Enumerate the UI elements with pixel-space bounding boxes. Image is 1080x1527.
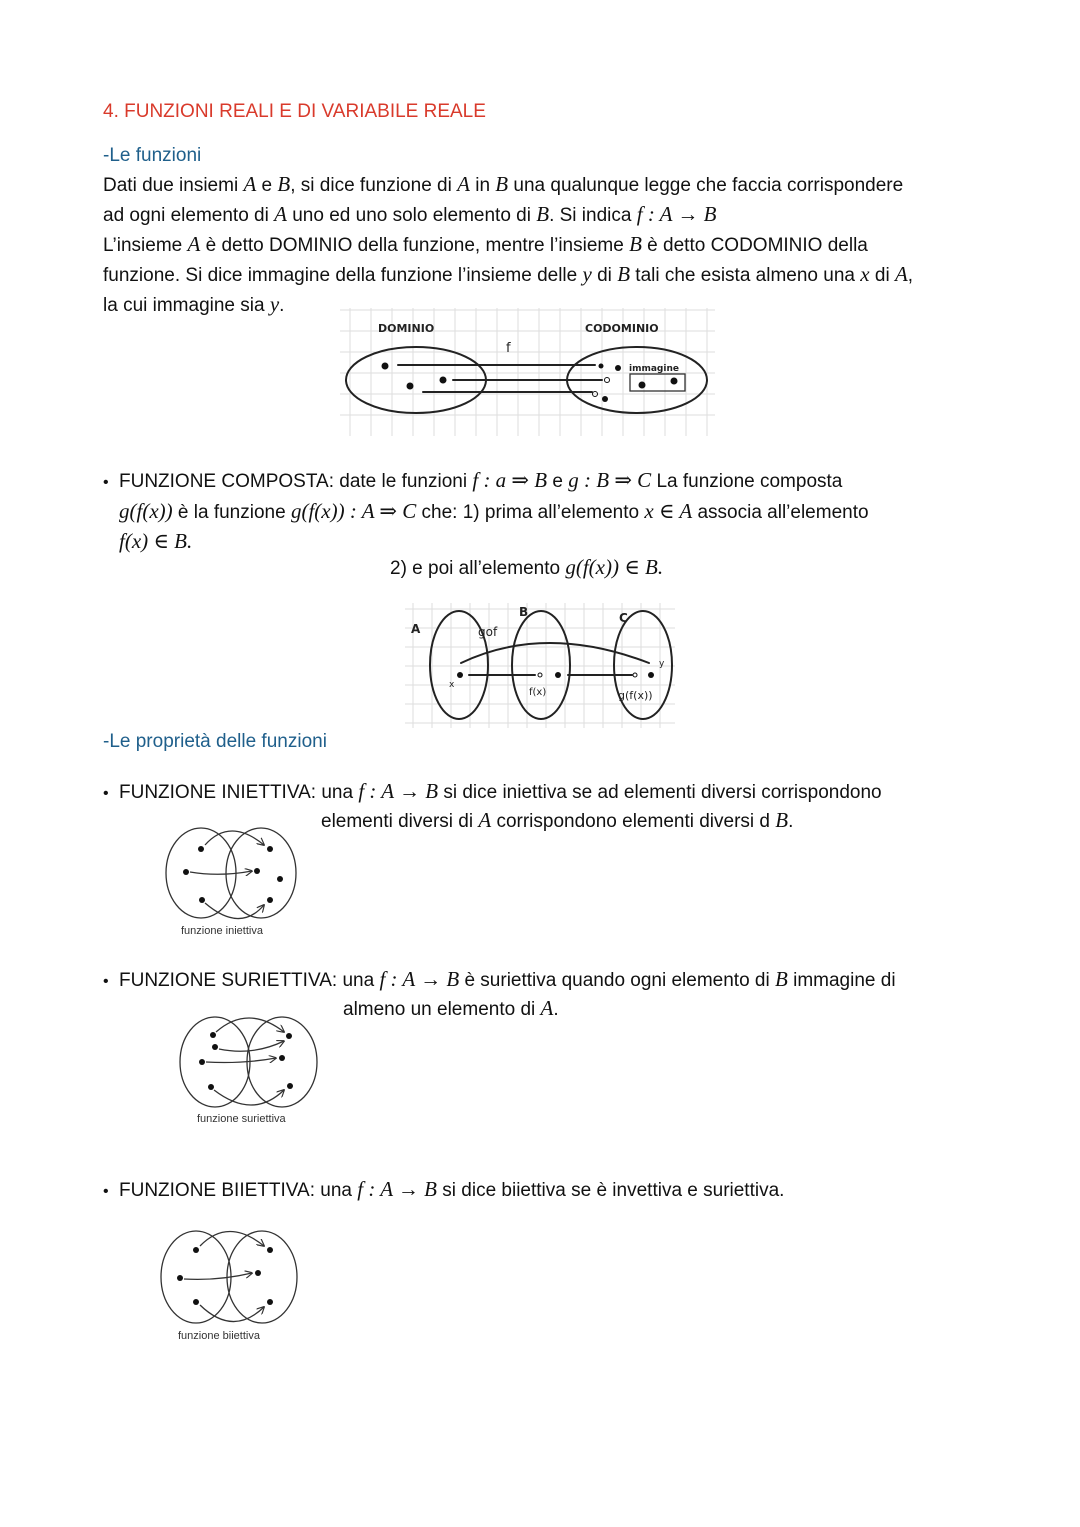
point bbox=[267, 1247, 273, 1253]
point bbox=[605, 378, 610, 383]
point bbox=[287, 1083, 293, 1089]
point bbox=[193, 1299, 199, 1305]
surjective-caption: funzione suriettiva bbox=[197, 1113, 286, 1125]
bijective-title: FUNZIONE BIIETTIVA: bbox=[119, 1180, 315, 1201]
bijective-definition: • FUNZIONE BIIETTIVA: una f : A → B si dice biiettiva se è invettiva e suriettiva. bbox=[103, 1175, 784, 1206]
point-x bbox=[457, 672, 463, 678]
point bbox=[440, 377, 447, 384]
subheading-functions: -Le funzioni bbox=[103, 145, 202, 166]
point bbox=[193, 1247, 199, 1253]
functions-paragraph bbox=[103, 170, 913, 320]
point bbox=[538, 673, 542, 677]
arrow bbox=[219, 1041, 284, 1051]
point bbox=[267, 897, 273, 903]
paragraph-line-3: L’insieme A è detto DOMINIO della funzione, mentre l’insieme B è detto CODOMINIO della bbox=[103, 232, 868, 256]
set-a-ellipse bbox=[430, 611, 488, 719]
point-fx bbox=[555, 672, 561, 678]
gfx-label: g(f(x)) bbox=[618, 689, 653, 702]
point bbox=[382, 363, 389, 370]
bullet-icon: • bbox=[103, 1183, 109, 1200]
bijective-caption: funzione biiettiva bbox=[178, 1330, 260, 1342]
point bbox=[208, 1084, 214, 1090]
surjective-diagram bbox=[178, 1014, 320, 1114]
point bbox=[183, 869, 189, 875]
surjective-title: FUNZIONE SURIETTIVA: bbox=[119, 970, 338, 991]
composite-title: FUNZIONE COMPOSTA: bbox=[119, 471, 334, 492]
arrow bbox=[184, 1273, 252, 1279]
composite-line-3: f(x) ∈ B. bbox=[119, 529, 193, 553]
composite-line-4: 2) e poi all’elemento g(f(x)) ∈ B. bbox=[390, 555, 664, 579]
composite-sketch bbox=[405, 603, 675, 728]
point bbox=[615, 365, 621, 371]
paragraph-line-5: la cui immagine sia y. bbox=[103, 292, 285, 316]
image-label: immagine bbox=[629, 364, 679, 374]
injective-diagram bbox=[160, 825, 300, 925]
composite-definition bbox=[103, 466, 869, 557]
y-label: y bbox=[659, 659, 665, 669]
gof-label: gof bbox=[478, 625, 498, 639]
arrow bbox=[200, 1232, 264, 1247]
point bbox=[633, 673, 637, 677]
bullet-icon: • bbox=[103, 785, 109, 802]
bullet-icon: • bbox=[103, 474, 109, 491]
domain-codomain-sketch bbox=[340, 308, 715, 436]
injective-caption: funzione iniettiva bbox=[181, 925, 263, 937]
domain-label: DOMINIO bbox=[378, 322, 435, 335]
set-b-ellipse bbox=[512, 611, 570, 719]
point bbox=[177, 1275, 183, 1281]
arrow bbox=[190, 871, 252, 874]
point bbox=[599, 364, 604, 369]
codomain-label: CODOMINIO bbox=[585, 322, 659, 335]
fx-label: f(x) bbox=[529, 687, 547, 698]
point bbox=[210, 1032, 216, 1038]
subheading-properties: -Le proprietà delle funzioni bbox=[103, 731, 327, 752]
point bbox=[198, 846, 204, 852]
point bbox=[279, 1055, 285, 1061]
point bbox=[255, 1270, 261, 1276]
point bbox=[199, 1059, 205, 1065]
paragraph-line-2: ad ogni elemento di A uno ed uno solo elemento di B. Si indica f : A → B bbox=[103, 202, 717, 226]
point bbox=[199, 897, 205, 903]
bijective-diagram bbox=[158, 1227, 300, 1330]
domain-ellipse bbox=[161, 1231, 231, 1323]
point-gfx bbox=[648, 672, 654, 678]
composite-line-1: • FUNZIONE COMPOSTA: date le funzioni f : a ⇒ B e g : B ⇒ C La funzione composta bbox=[103, 466, 869, 497]
section-title: 4. FUNZIONI REALI E DI VARIABILE REALE bbox=[103, 101, 486, 122]
injective-definition: • FUNZIONE INIETTIVA: una f : A → B si dice iniettiva se ad elementi diversi corrispondono bbox=[103, 777, 882, 808]
x-label: x bbox=[449, 680, 455, 690]
point bbox=[254, 868, 260, 874]
injective-title: FUNZIONE INIETTIVA: bbox=[119, 782, 317, 803]
point bbox=[639, 382, 646, 389]
arrow bbox=[205, 903, 264, 919]
paragraph-line-4: funzione. Si dice immagine della funzione l’insieme delle y di B tali che esista almeno una x di A, bbox=[103, 262, 914, 286]
point bbox=[212, 1044, 218, 1050]
surjective-definition: • FUNZIONE SURIETTIVA: una f : A → B è suriettiva quando ogni elemento di B immagine di bbox=[103, 965, 896, 996]
point bbox=[277, 876, 283, 882]
point bbox=[671, 378, 678, 385]
grid-paper bbox=[405, 603, 675, 728]
paragraph-line-1: Dati due insiemi A e B, si dice funzione di A in B una qualunque legge che faccia corrispondere bbox=[103, 172, 904, 196]
injective-line-2: elementi diversi di A corrispondono elementi diversi d B. bbox=[321, 808, 794, 832]
point bbox=[407, 383, 414, 390]
composite-line-2: g(f(x)) è la funzione g(f(x)) : A ⇒ C che: 1) prima all’elemento x ∈ A associa all’elemento bbox=[119, 499, 869, 523]
point bbox=[602, 396, 608, 402]
point bbox=[267, 1299, 273, 1305]
arrow bbox=[214, 1090, 284, 1105]
set-c-label: C bbox=[619, 611, 628, 625]
arrow bbox=[216, 1018, 284, 1032]
set-b-label: B bbox=[519, 605, 529, 619]
surjective-line-2: almeno un elemento di A. bbox=[343, 996, 559, 1020]
point bbox=[286, 1033, 292, 1039]
set-a-label: A bbox=[411, 622, 421, 636]
point bbox=[267, 846, 273, 852]
bullet-icon: • bbox=[103, 973, 109, 990]
f-label: f bbox=[506, 341, 511, 356]
arrow bbox=[206, 1058, 276, 1063]
